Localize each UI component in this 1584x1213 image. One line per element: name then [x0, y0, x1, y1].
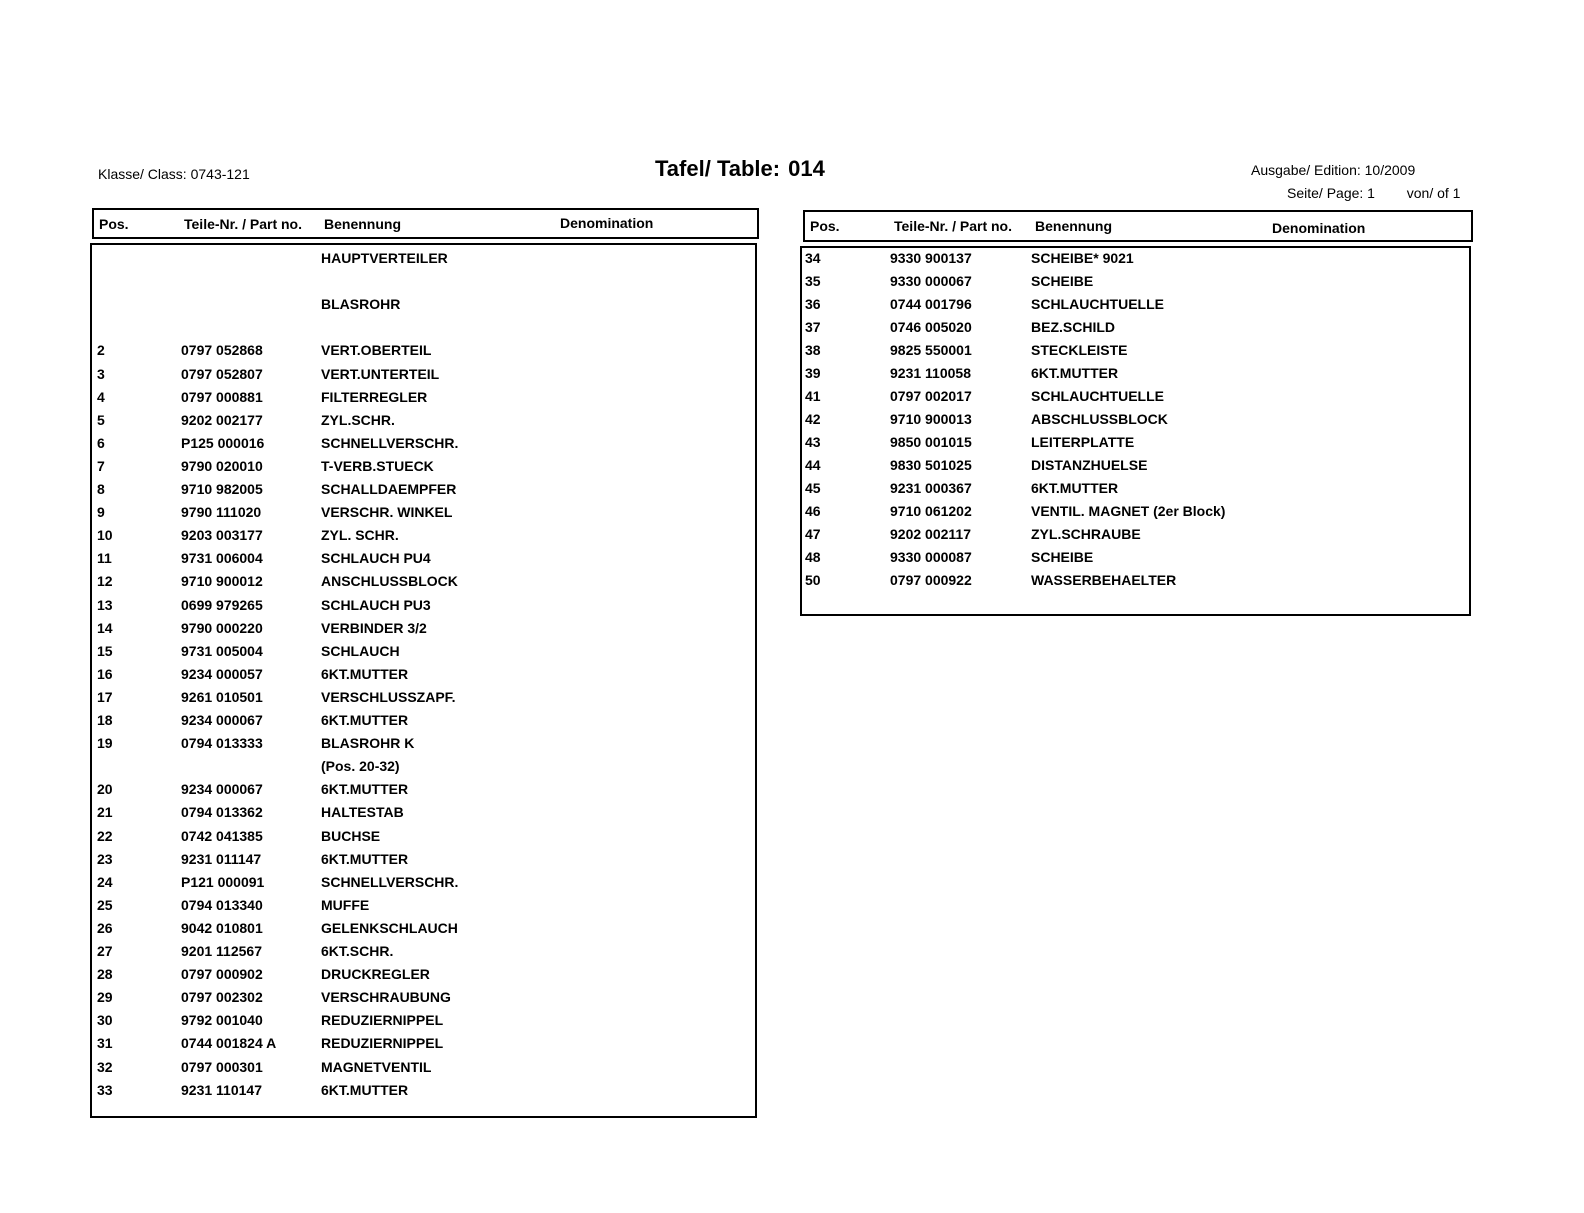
col-benennung: Benennung: [1035, 218, 1112, 234]
part-no-cell: 9330 900137: [890, 250, 972, 266]
of-value: 1: [1452, 185, 1461, 201]
part-no-cell: 0797 002302: [181, 989, 263, 1006]
table-row: [92, 342, 755, 365]
table-row: [92, 920, 755, 943]
part-no-cell: 9731 005004: [181, 642, 263, 659]
pos-cell: 9: [97, 504, 105, 521]
part-no-cell: 9850 001015: [890, 434, 972, 450]
class-label: Klasse/ Class:: [98, 166, 187, 182]
part-no-cell: 0794 013340: [181, 896, 263, 913]
benennung-cell: ZYL.SCHR.: [321, 411, 395, 428]
pos-cell: 23: [97, 850, 113, 867]
table-row: [802, 388, 1469, 411]
benennung-cell: VERT.UNTERTEIL: [321, 365, 440, 382]
part-no-cell: 0744 001796: [890, 296, 972, 312]
benennung-cell: REDUZIERNIPPEL: [321, 1035, 444, 1052]
part-no-cell: 0794 013362: [181, 804, 263, 821]
table-row: [802, 480, 1469, 503]
pos-cell: 47: [805, 526, 821, 542]
benennung-cell: SCHNELLVERSCHR.: [321, 873, 459, 890]
benennung-cell: SCHLAUCHTUELLE: [1031, 296, 1164, 312]
table-row: [92, 1035, 755, 1058]
pos-cell: 7: [97, 457, 105, 474]
benennung-cell: T-VERB.STUECK: [321, 457, 434, 474]
benennung-cell: STECKLEISTE: [1031, 342, 1128, 358]
pos-cell: 20: [97, 781, 113, 798]
table-row: [92, 735, 755, 758]
table-row: [92, 319, 755, 342]
benennung-cell: SCHNELLVERSCHR.: [321, 434, 459, 451]
benennung-cell: SCHLAUCH: [321, 642, 400, 659]
benennung-cell: DISTANZHUELSE: [1031, 457, 1148, 473]
benennung-cell: SCHLAUCH PU3: [321, 596, 431, 613]
benennung-cell: 6KT.MUTTER: [321, 665, 409, 682]
benennung-cell: SCHALLDAEMPFER: [321, 481, 457, 497]
pos-cell: 50: [805, 572, 821, 588]
pos-cell: 6: [97, 434, 105, 451]
benennung-cell: MUFFE: [321, 896, 370, 913]
class-info: [98, 166, 250, 182]
pos-cell: 43: [805, 434, 821, 450]
pos-cell: 11: [97, 550, 112, 567]
benennung-cell: SCHLAUCH PU4: [321, 550, 431, 567]
pos-cell: 18: [97, 712, 113, 728]
table-row: [92, 366, 755, 389]
pos-cell: 39: [805, 365, 821, 381]
part-no-cell: 9330 000087: [890, 549, 972, 565]
edition-label: Ausgabe/ Edition:: [1251, 162, 1361, 178]
pos-cell: 34: [805, 250, 821, 266]
table-row: [92, 458, 755, 481]
benennung-cell: 6KT.MUTTER: [321, 1081, 409, 1098]
part-no-cell: 0797 002017: [890, 388, 972, 404]
table-row: [92, 504, 755, 527]
pos-cell: 21: [97, 804, 113, 821]
part-no-cell: 9234 000057: [181, 665, 263, 682]
table-row: [92, 689, 755, 712]
table-row: [802, 250, 1469, 273]
table-row: [802, 365, 1469, 388]
part-no-cell: 9234 000067: [181, 712, 263, 728]
table-row: [92, 989, 755, 1012]
pos-cell: 26: [97, 919, 113, 936]
table-row: [802, 319, 1469, 342]
part-no-cell: 9710 982005: [181, 481, 263, 497]
right-table-header: [803, 210, 1473, 242]
table-row: [92, 527, 755, 550]
part-no-cell: 9231 011147: [181, 850, 262, 867]
part-no-cell: 0797 052868: [181, 342, 263, 359]
table-row: [92, 296, 755, 319]
table-row: [92, 666, 755, 689]
table-label: Tafel/ Table:: [655, 156, 781, 181]
benennung-cell: HAUPTVERTEILER: [321, 250, 448, 266]
part-no-cell: 9710 900013: [890, 411, 972, 427]
table-number: 014: [788, 156, 825, 181]
benennung-cell: DRUCKREGLER: [321, 966, 430, 983]
benennung-cell: BLASROHR K: [321, 735, 415, 752]
col-denomination: Denomination: [1272, 220, 1366, 236]
pos-cell: 37: [805, 319, 821, 335]
col-pos: Pos.: [810, 218, 840, 234]
pos-cell: 13: [97, 596, 113, 613]
pos-cell: 33: [97, 1081, 113, 1098]
left-table-header: [92, 208, 759, 239]
pos-cell: 36: [805, 296, 821, 312]
part-no-cell: 0797 052807: [181, 365, 263, 382]
pos-cell: 32: [97, 1058, 113, 1075]
pos-cell: 48: [805, 549, 821, 565]
benennung-cell: VERT.OBERTEIL: [321, 342, 432, 359]
table-row: [92, 1012, 755, 1035]
table-row: [92, 1059, 755, 1082]
part-no-cell: 9710 061202: [890, 503, 972, 519]
part-no-cell: 9790 020010: [181, 457, 263, 474]
table-row: [802, 503, 1469, 526]
part-no-cell: 0797 000301: [181, 1058, 263, 1075]
benennung-cell: (Pos. 20-32): [321, 758, 400, 775]
pos-cell: 45: [805, 480, 821, 496]
table-row: [92, 643, 755, 666]
pos-cell: 35: [805, 273, 821, 289]
class-value: 0743-121: [190, 166, 250, 182]
benennung-cell: FILTERREGLER: [321, 388, 428, 405]
part-no-cell: 9202 002177: [181, 411, 263, 428]
part-no-cell: 9792 001040: [181, 1012, 263, 1029]
part-no-cell: 9234 000067: [181, 781, 263, 798]
part-no-cell: 0797 000881: [181, 388, 263, 405]
right-table-body: [800, 246, 1471, 616]
pos-cell: 15: [97, 642, 113, 659]
table-row: [92, 851, 755, 874]
table-row: [802, 526, 1469, 549]
benennung-cell: VERSCHLUSSZAPF.: [321, 688, 456, 705]
benennung-cell: SCHEIBE: [1031, 273, 1094, 289]
benennung-cell: 6KT.SCHR.: [321, 943, 394, 959]
part-no-cell: 9231 000367: [890, 480, 972, 496]
table-row: [802, 572, 1469, 595]
benennung-cell: VERSCHRAUBUNG: [321, 989, 451, 1006]
part-no-cell: 9825 550001: [890, 342, 972, 358]
table-row: [92, 874, 755, 897]
col-benennung: Benennung: [324, 216, 401, 232]
benennung-cell: LEITERPLATTE: [1031, 434, 1135, 450]
pos-cell: 41: [805, 388, 821, 404]
pos-cell: 29: [97, 989, 113, 1006]
pos-cell: 28: [97, 966, 113, 983]
pos-cell: 44: [805, 457, 821, 473]
benennung-cell: VERSCHR. WINKEL: [321, 504, 453, 521]
pos-cell: 25: [97, 896, 113, 913]
benennung-cell: MAGNETVENTIL: [321, 1058, 432, 1075]
part-no-cell: P121 000091: [181, 873, 265, 890]
page-info: [1287, 185, 1460, 201]
table-row: [802, 273, 1469, 296]
table-row: [92, 781, 755, 804]
pos-cell: 16: [97, 665, 113, 682]
pos-cell: 5: [97, 411, 105, 428]
pos-cell: 10: [97, 527, 113, 544]
table-row: [92, 481, 755, 504]
pos-cell: 14: [97, 619, 113, 636]
table-row: [92, 943, 755, 966]
benennung-cell: BEZ.SCHILD: [1031, 319, 1115, 335]
benennung-cell: SCHEIBE: [1031, 549, 1094, 565]
col-part-no: Teile-Nr. / Part no.: [184, 216, 302, 232]
benennung-cell: WASSERBEHAELTER: [1031, 572, 1177, 588]
table-row: [92, 897, 755, 920]
benennung-cell: 6KT.MUTTER: [321, 850, 409, 867]
pos-cell: 27: [97, 943, 113, 959]
benennung-cell: SCHLAUCHTUELLE: [1031, 388, 1164, 404]
pos-cell: 3: [97, 365, 105, 382]
benennung-cell: ANSCHLUSSBLOCK: [321, 573, 458, 590]
part-no-cell: 0744 001824 A: [181, 1035, 277, 1052]
pos-cell: 30: [97, 1012, 113, 1029]
edition-info: [1251, 162, 1415, 178]
part-no-cell: 0746 005020: [890, 319, 972, 335]
table-row: [92, 804, 755, 827]
edition-value: 10/2009: [1364, 162, 1416, 178]
benennung-cell: BLASROHR: [321, 296, 401, 313]
part-no-cell: 9731 006004: [181, 550, 263, 567]
pos-cell: 8: [97, 481, 105, 497]
pos-cell: 31: [97, 1035, 113, 1052]
table-row: [802, 434, 1469, 457]
part-no-cell: 9201 112567: [181, 943, 262, 959]
table-row: [92, 712, 755, 735]
pos-cell: 38: [805, 342, 821, 358]
benennung-cell: SCHEIBE* 9021: [1031, 250, 1134, 266]
benennung-cell: HALTESTAB: [321, 804, 404, 821]
benennung-cell: 6KT.MUTTER: [1031, 480, 1119, 496]
table-title: [655, 156, 825, 182]
benennung-cell: VERBINDER 3/2: [321, 619, 427, 636]
part-no-cell: 0699 979265: [181, 596, 263, 613]
col-pos: Pos.: [99, 216, 129, 232]
pos-cell: 24: [97, 873, 113, 890]
of-label: von/ of: [1406, 185, 1449, 201]
benennung-cell: BUCHSE: [321, 827, 381, 844]
table-row: [802, 457, 1469, 480]
table-row: [92, 1082, 755, 1105]
table-row: [92, 966, 755, 989]
part-no-cell: 9790 000220: [181, 619, 263, 636]
table-row: [92, 828, 755, 851]
benennung-cell: VENTIL. MAGNET (2er Block): [1031, 503, 1226, 519]
table-row: [92, 273, 755, 296]
pos-cell: 22: [97, 827, 113, 844]
pos-cell: 19: [97, 735, 113, 752]
col-part-no: Teile-Nr. / Part no.: [894, 218, 1012, 234]
part-no-cell: 9231 110058: [890, 365, 971, 381]
table-row: [802, 549, 1469, 572]
part-no-cell: 9330 000067: [890, 273, 972, 289]
benennung-cell: 6KT.MUTTER: [321, 712, 409, 728]
pos-cell: 42: [805, 411, 821, 427]
pos-cell: 46: [805, 503, 821, 519]
benennung-cell: GELENKSCHLAUCH: [321, 919, 458, 936]
part-no-cell: 0742 041385: [181, 827, 263, 844]
part-no-cell: 9202 002117: [890, 526, 971, 542]
part-no-cell: 9042 010801: [181, 919, 263, 936]
pos-cell: 12: [97, 573, 113, 590]
pos-cell: 4: [97, 388, 105, 405]
benennung-cell: ZYL.SCHRAUBE: [1031, 526, 1141, 542]
table-row: [92, 550, 755, 573]
table-row: [92, 758, 755, 781]
part-no-cell: P125 000016: [181, 434, 265, 451]
table-row: [92, 250, 755, 273]
page-label: Seite/ Page:: [1287, 185, 1364, 201]
table-row: [802, 342, 1469, 365]
benennung-cell: REDUZIERNIPPEL: [321, 1012, 444, 1029]
part-no-cell: 9231 110147: [181, 1081, 262, 1098]
part-no-cell: 9710 900012: [181, 573, 263, 590]
table-row: [92, 412, 755, 435]
part-no-cell: 0797 000922: [890, 572, 972, 588]
table-row: [92, 597, 755, 620]
col-denomination: Denomination: [560, 215, 654, 231]
pos-cell: 17: [97, 688, 113, 705]
table-row: [92, 435, 755, 458]
part-no-cell: 0794 013333: [181, 735, 263, 752]
table-row: [92, 389, 755, 412]
part-no-cell: 0797 000902: [181, 966, 263, 983]
pos-cell: 2: [97, 342, 105, 359]
left-table-body: [90, 243, 757, 1118]
part-no-cell: 9830 501025: [890, 457, 972, 473]
part-no-cell: 9790 111020: [181, 504, 262, 521]
benennung-cell: ABSCHLUSSBLOCK: [1031, 411, 1168, 427]
part-no-cell: 9203 003177: [181, 527, 263, 544]
table-row: [802, 411, 1469, 434]
page-value: 1: [1367, 185, 1375, 201]
table-row: [802, 296, 1469, 319]
benennung-cell: ZYL. SCHR.: [321, 527, 399, 544]
benennung-cell: 6KT.MUTTER: [321, 781, 409, 798]
benennung-cell: 6KT.MUTTER: [1031, 365, 1119, 381]
table-row: [92, 620, 755, 643]
part-no-cell: 9261 010501: [181, 688, 263, 705]
table-row: [92, 573, 755, 596]
